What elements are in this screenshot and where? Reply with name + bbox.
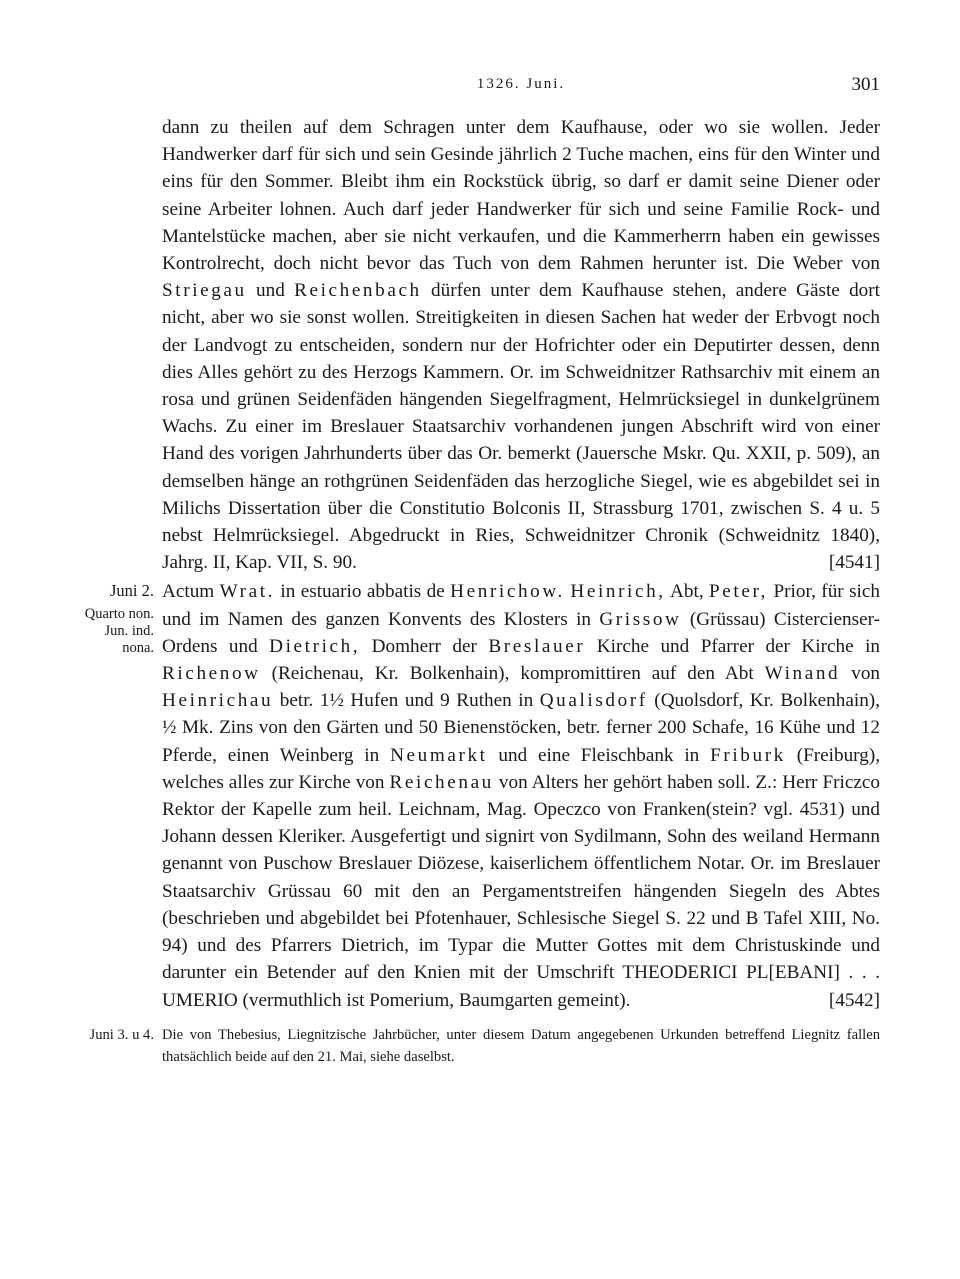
entry-text: Actum <box>162 581 220 603</box>
page-body <box>84 114 881 1068</box>
entry-text: von Alters her gehört haben soll. Z.: Herr Friczco Rektor der Kapelle zum heil. Leichnam, Mag. Opeczco von Franken(stein? vgl. 4531) und Johann dessen Kleriker. Ausgefertigt und signirt von Sydilmann, Sohn des weiland Hermann genannt von Puschow Breslauer Diözese, kaiserlichem öffentlichem Notar. Or. im Breslauer Staatsarchiv Grüssau 60 mit den an Pergamentstreifen hängenden Siegeln des Abtes (beschrieben und abgebildet bei Pfotenhauer, Schlesische Siegel S. 22 und B Tafel XIII, No. 94) und des Pfarrers Dietrich, im Typar die Mutter Gottes mit dem Christuskinde und darunter ein Betender auf den Knien mit der Umschrift THEODERICI PL[EBANI] . . . UMERIO (vermuthlich ist Pomerium, Baumgarten gemeint). <box>162 771 880 1011</box>
spaced-name: Peter, <box>709 581 769 603</box>
spaced-name: Friburk <box>710 744 786 766</box>
spaced-name: Wrat. <box>219 581 276 603</box>
entry-4542 <box>84 578 881 1013</box>
entry-text: Prior, für sich und im Namen des ganzen Konvents des Klosters in <box>162 581 880 630</box>
place-name: Reichenbach <box>294 280 422 302</box>
spaced-name: Henrichow. <box>450 581 565 603</box>
margin-date-sub: nona. <box>122 640 154 657</box>
entry-text: und <box>246 280 295 302</box>
margin-date-sub: Jun. ind. <box>104 623 154 640</box>
spaced-name: Grissow <box>599 608 682 630</box>
spaced-name: Richenow <box>162 663 261 685</box>
footnote-date: Juni 3. u 4. <box>89 1026 154 1043</box>
entry-text: in estuario abbatis de <box>275 581 451 603</box>
spaced-name: Neumarkt <box>390 744 488 766</box>
entry-4541 <box>162 114 880 576</box>
spaced-name: Heinrichau <box>162 690 274 712</box>
entry-text: (Freiburg), welches alles zur Kirche von <box>162 744 881 793</box>
entry-text: Abt, <box>665 581 710 603</box>
document-number: [4541] <box>828 552 880 574</box>
spaced-name: Reichenau <box>389 771 494 793</box>
spaced-name: Qualisdorf <box>539 690 648 712</box>
running-head: 1326. Juni. <box>476 76 566 92</box>
entry-text: von <box>840 663 881 685</box>
page-number: 301 <box>851 74 880 95</box>
spaced-name: Winand <box>764 663 841 685</box>
page-header <box>162 76 880 102</box>
entry-text: Kirche und Pfarrer der Kirche in <box>585 635 881 657</box>
spaced-name: Heinrich, <box>570 581 666 603</box>
footnote-text: Die von Thebesius, Liegnitzische Jahrbücher, unter diesem Datum angegebenen Urkunden betreffend Liegnitz fallen thatsächlich beide auf den 21. Mai, siehe daselbst. <box>162 1026 880 1065</box>
spaced-name: Breslauer <box>488 635 586 657</box>
entry-text: (Quolsdorf, Kr. Bolkenhain), ½ Mk. Zins von den Gärten und 50 Bienenstöcken, betr. ferner 200 Schafe, 16 Kühe und 12 Pferde, einen Weinberg in <box>162 690 880 766</box>
margin-date-main: Juni 2. <box>109 581 154 601</box>
document-number: [4542] <box>828 989 880 1011</box>
entry-text: dann zu theilen auf dem Schragen unter dem Kaufhause, oder wo sie wollen. Jeder Handwerker darf für sich und sein Gesinde jährlich 2 Tuche machen, eins für den Winter und eins für den Sommer. Bleibt ihm ein Rockstück übrig, so darf er damit seine Diener oder seine Arbeiter lohnen. Auch darf jeder Handwerker für sich und seine Familie Rock- und Mantelstücke machen, aber sie nicht verkaufen, und die Kammerherrn haben ein gewisses Kontrolrecht, doch nicht bevor das Tuch von dem Rahmen herunter ist. Die Weber von <box>162 117 880 275</box>
footnote <box>89 1024 880 1068</box>
entry-text: und eine Fleischbank in <box>487 744 711 766</box>
spaced-name: Dietrich, <box>269 635 361 657</box>
entry-text: dürfen unter dem Kaufhause stehen, andere Gäste dort nicht, aber wo sie sonst wollen. Streitigkeiten in diesen Sachen hat weder der Erbvogt noch der Landvogt zu entscheiden, sondern nur der Hofrichter oder ein Deputirter dessen, denn dies Alles gehört zu des Herzogs Kammern. Or. im Schweidnitzer Rathsarchiv mit einem an rosa und grünen Seidenfäden hängenden Siegelfragment, Helmrücksiegel in dunkelgrünem Wachs. Zu einer im Breslauer Staatsarchiv vorhandenen jungen Abschrift wird von einer Hand des vorigen Jahrhunderts über das Or. bemerkt (Jauersche Mskr. Qu. XXII, p. 509), an demselben hänge an rothgrünen Seidenfäden das herzogliche Siegel, wie es abgebildet sei in Milichs Dissertation über die Constitutio Bolconis II, Strassburg 1701, zwischen S. 4 u. 5 nebst Helmrücksiegel. Abgedruckt in Ries, Schweidnitzer Chronik (Schweidnitz 1840), Jahrg. II, Kap. VII, S. 90. <box>162 280 880 574</box>
margin-date <box>64 581 154 657</box>
place-name: Striegau <box>162 280 247 302</box>
entry-text: (Grüssau) Cistercienser-Ordens und <box>162 608 880 657</box>
margin-date-sub: Quarto non. <box>84 606 154 623</box>
entry-text: Domherr der <box>360 635 489 657</box>
entry-text: (Reichenau, Kr. Bolkenhain), kompromittiren auf den Abt <box>260 663 765 685</box>
entry-text: betr. 1½ Hufen und 9 Ruthen in <box>273 690 540 712</box>
